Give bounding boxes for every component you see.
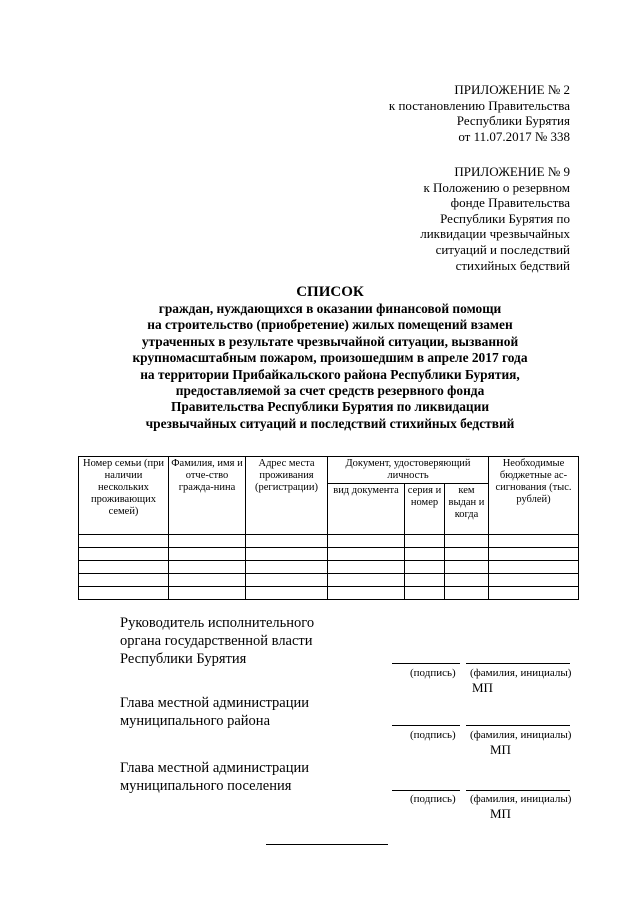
table-cell: [169, 561, 246, 574]
table-row: [79, 535, 579, 548]
signature-caption: (подпись): [410, 729, 456, 741]
table-cell: [445, 548, 489, 561]
signature-line: [392, 790, 460, 791]
table-cell: [405, 535, 445, 548]
appendix-9-line: ПРИЛОЖЕНИЕ № 9: [454, 164, 570, 179]
document-subtitle: [80, 301, 580, 432]
appendix-9-line: ситуаций и последствий: [435, 241, 570, 257]
signature-caption: (подпись): [410, 793, 456, 805]
name-line: [466, 725, 570, 726]
table-cell: [246, 574, 328, 587]
name-caption: (фамилия, инициалы): [470, 667, 572, 679]
subtitle-line: чрезвычайных ситуаций и последствий стихийных бедствий: [145, 415, 515, 431]
table-cell: [79, 561, 169, 574]
appendix-9-line: ликвидации чрезвычайных: [420, 226, 570, 242]
signature-title-line: Республики Бурятия: [120, 651, 247, 667]
appendix-9-line: Республики Бурятия по: [440, 210, 570, 226]
name-line: [466, 663, 570, 664]
signature-block-district: [120, 694, 380, 730]
stamp-mark: МП: [490, 806, 511, 821]
table-cell: [246, 587, 328, 600]
signature-title-line: Руководитель исполнительного: [120, 615, 315, 631]
subtitle-line: Правительства Республики Бурятия по ликвидации: [170, 399, 490, 415]
table-cell: [328, 535, 405, 548]
subtitle-line: на территории Прибайкальского района Республики Бурятия,: [140, 366, 520, 382]
subtitle-line: утраченных в результате чрезвычайной ситуации, вызванной: [141, 333, 519, 349]
table-cell: [328, 587, 405, 600]
table-cell: [445, 561, 489, 574]
table-row: [79, 574, 579, 587]
signature-title-line: органа государственной власти: [120, 633, 313, 649]
header-address: Адрес места проживания (регистрации): [246, 457, 328, 535]
appendix-2-line: Республики Бурятия: [456, 113, 570, 129]
table-cell: [79, 548, 169, 561]
name-line: [466, 790, 570, 791]
subtitle-line: предоставляемой за счет средств резервного фонда: [175, 383, 485, 399]
table-cell: [79, 574, 169, 587]
signature-line: [392, 663, 460, 664]
table-cell: [79, 535, 169, 548]
header-doc-type: вид документа: [328, 484, 405, 535]
table-cell: [79, 587, 169, 600]
table-cell: [489, 587, 579, 600]
appendix-2-line: от 11.07.2017 № 338: [458, 128, 570, 144]
table-cell: [489, 548, 579, 561]
table-cell: [489, 535, 579, 548]
stamp-mark: МП: [472, 680, 493, 695]
header-doc-issued: кем выдан и когда: [445, 484, 489, 535]
table-cell: [169, 548, 246, 561]
appendix-9-line: к Положению о резервном: [423, 179, 570, 195]
header-doc-series: серия и номер: [405, 484, 445, 535]
table-cell: [328, 548, 405, 561]
header-budget-allocation: Необходимые бюджетные ас-сигнования (тыс. рублей): [489, 457, 579, 535]
table-cell: [246, 535, 328, 548]
subtitle-line: крупномасштабным пожаром, произошедшим в апреле 2017 года: [132, 350, 528, 366]
header-family-number: Номер семьи (при наличии нескольких проживающих семей): [79, 457, 169, 535]
appendix-9-header: [400, 164, 570, 273]
header-identity-document: Документ, удостоверяющий личность: [328, 457, 489, 484]
appendix-2-line: ПРИЛОЖЕНИЕ № 2: [454, 82, 570, 97]
table-cell: [489, 561, 579, 574]
table-cell: [328, 561, 405, 574]
table-cell: [489, 574, 579, 587]
header-full-name: Фамилия, имя и отче-ство гражда-нина: [169, 457, 246, 535]
table-cell: [169, 535, 246, 548]
signature-title-line: муниципального поселения: [120, 778, 292, 794]
signature-title-line: Глава местной администрации: [120, 695, 310, 711]
table-row: [79, 587, 579, 600]
table-cell: [405, 574, 445, 587]
document-title: СПИСОК: [296, 284, 364, 300]
citizens-table: [78, 456, 579, 600]
table-cell: [445, 574, 489, 587]
table-header-row: [79, 457, 579, 484]
signature-caption: (подпись): [410, 667, 456, 679]
table-cell: [328, 574, 405, 587]
signature-title-line: Глава местной администрации: [120, 760, 310, 776]
table-row: [79, 548, 579, 561]
table-cell: [246, 561, 328, 574]
table-cell: [405, 561, 445, 574]
signature-title-line: муниципального района: [120, 713, 270, 729]
appendix-9-line: фонде Правительства: [450, 195, 570, 211]
signature-line: [392, 725, 460, 726]
table-cell: [405, 548, 445, 561]
table-cell: [445, 535, 489, 548]
subtitle-line: граждан, нуждающихся в оказании финансовой помощи: [158, 301, 502, 316]
table-cell: [169, 574, 246, 587]
signature-block-executive: [120, 614, 380, 668]
table-cell: [405, 587, 445, 600]
name-caption: (фамилия, инициалы): [470, 729, 572, 741]
closing-rule: [266, 844, 388, 845]
stamp-mark: МП: [490, 742, 511, 757]
table-cell: [246, 548, 328, 561]
subtitle-line: на строительство (приобретение) жилых помещений взамен: [147, 317, 513, 333]
appendix-2-line: к постановлению Правительства: [388, 97, 570, 113]
table-cell: [169, 587, 246, 600]
table-cell: [445, 587, 489, 600]
table-row: [79, 561, 579, 574]
appendix-9-line: стихийных бедствий: [455, 257, 570, 273]
signature-block-settlement: [120, 759, 380, 795]
name-caption: (фамилия, инициалы): [470, 793, 572, 805]
appendix-2-header: [330, 82, 570, 144]
